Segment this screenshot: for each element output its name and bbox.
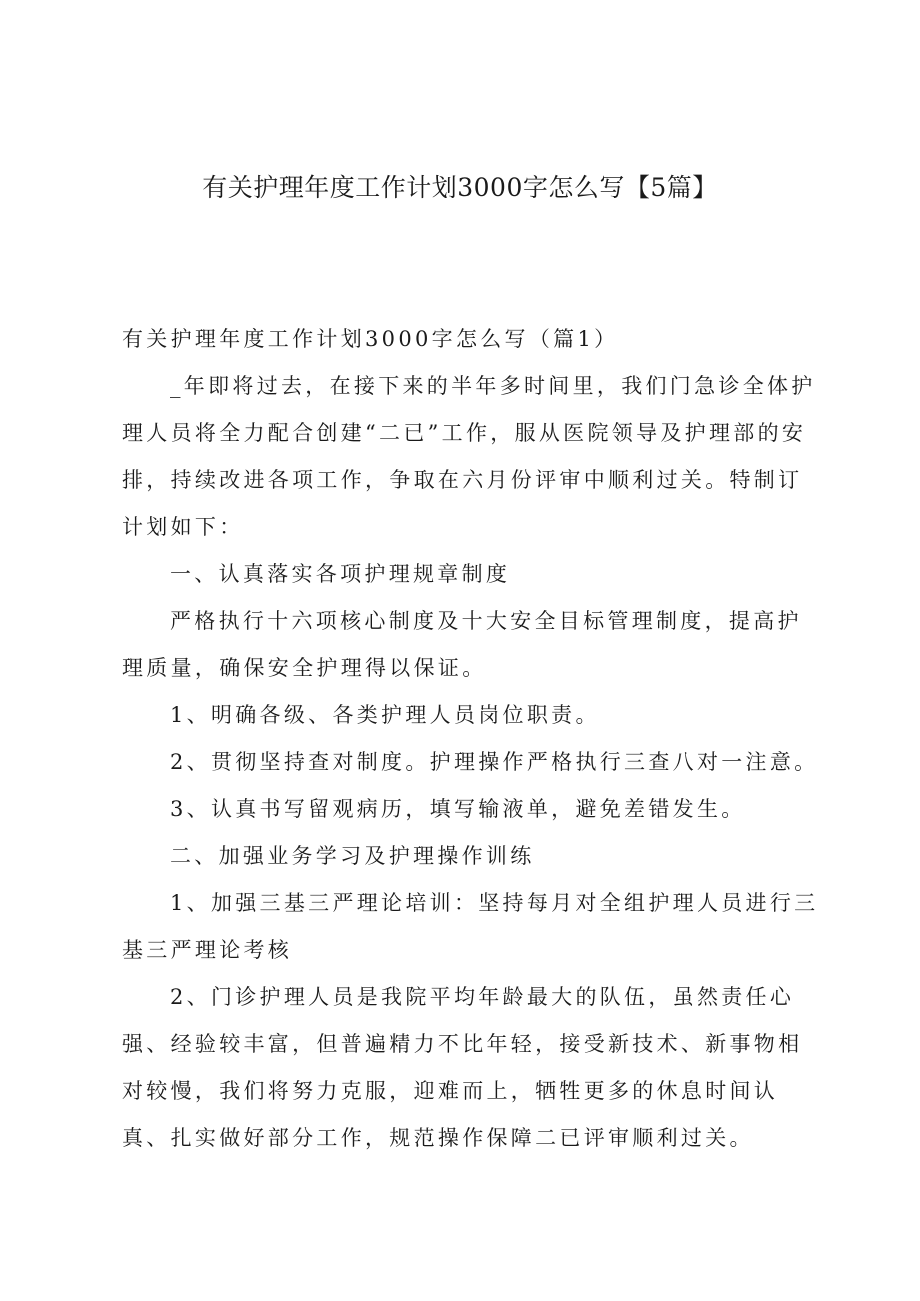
section-2-item-2: 2、门诊护理人员是我院平均年龄最大的队伍，虽然责任心强、经验较丰富，但普遍精力不比年轻，接受新技术、新事物相对较慢，我们将努力克服，迎难而上，牺牲更多的休息时间认真、扎实做好部分工作，规范操作保障二已评审顺利过关。 [122, 985, 803, 1150]
section-1-paragraph: 严格执行十六项核心制度及十大安全目标管理制度，提高护理质量，确保安全护理得以保证。 [122, 609, 802, 680]
section-heading-2: 二、加强业务学习及护理操作训练 [170, 844, 535, 868]
section-1-item-1: 1、明确各级、各类护理人员岗位职责。 [170, 703, 600, 727]
intro-paragraph: _年即将过去，在接下来的半年多时间里，我们门急诊全体护理人员将全力配合创建“二已”工作，服从医院领导及护理部的安排，持续改进各项工作，争取在六月份评审中顺利过关。特制订计划如下： [122, 374, 816, 539]
document-body [122, 316, 822, 1162]
section-1-item-3: 3、认真书写留观病历，填写输液单，避免差错发生。 [170, 797, 746, 821]
section-2-item-1: 1、加强三基三严理论培训：坚持每月对全组护理人员进行三基三严理论考核 [122, 891, 819, 962]
section-heading-part-1: 有关护理年度工作计划3000字怎么写（篇1） [122, 327, 619, 351]
document-title: 有关护理年度工作计划3000字怎么写【5篇】 [202, 173, 718, 202]
section-1-item-2: 2、贯彻坚持查对制度。护理操作严格执行三查八对一注意。 [170, 750, 819, 774]
section-heading-1: 一、认真落实各项护理规章制度 [170, 562, 511, 586]
